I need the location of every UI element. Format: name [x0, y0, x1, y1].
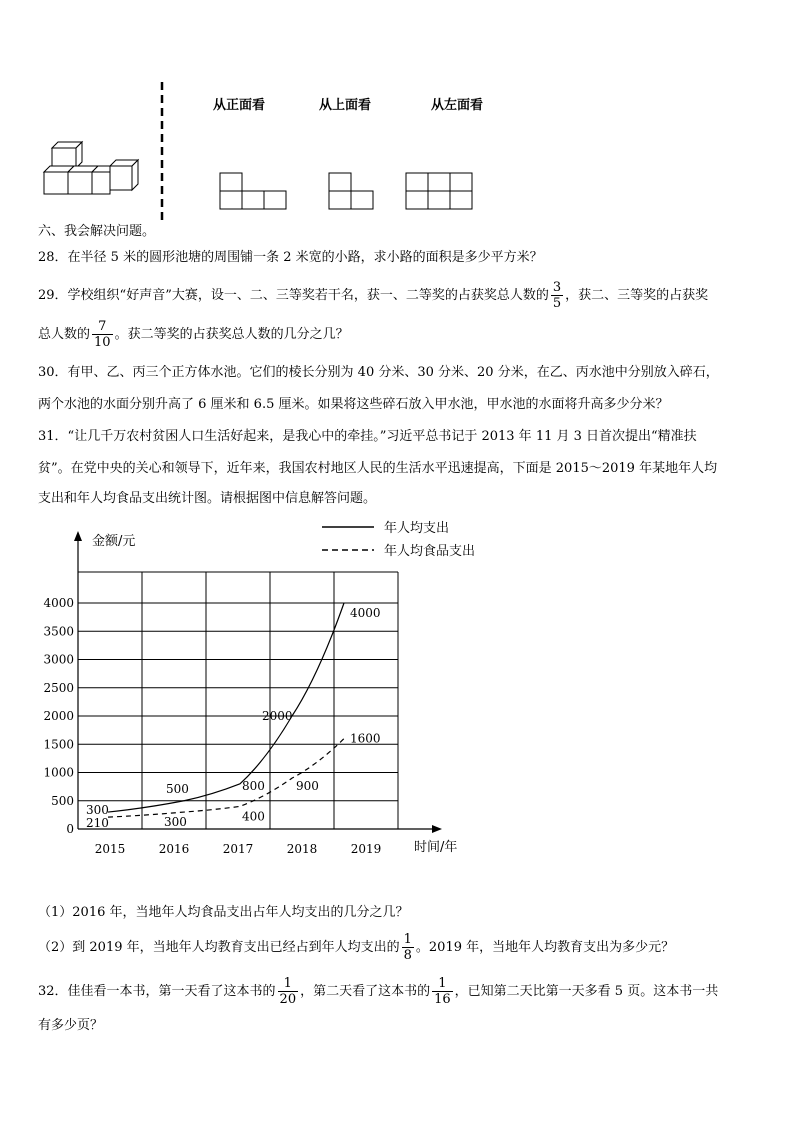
line-chart — [30, 515, 510, 865]
top-view-label: 从上面看 — [319, 98, 372, 113]
data-label-food: 900 — [296, 779, 319, 794]
y-tick-label: 1000 — [43, 765, 74, 780]
question-32-line1: 32．佳佳看一本书，第一天看了这本书的 $\frac{1}{20}$ ，第二天看了这本书的 $\frac{1}{16}$ ，已知第二天比第一天多看 5 页。这本书一共 — [38, 976, 719, 1007]
x-tick-label: 2015 — [94, 842, 126, 856]
left-view-label: 从左面看 — [431, 98, 484, 113]
data-label-total: 2000 — [262, 709, 293, 723]
y-tick-label: 2000 — [43, 709, 74, 723]
dashed-divider — [160, 82, 162, 222]
top-view-grid — [328, 172, 378, 216]
y-tick-label: 3000 — [43, 652, 74, 667]
fraction: $\frac{3}{5}$ — [552, 280, 562, 311]
data-label-food: 1600 — [350, 731, 381, 746]
y-axis-arrow — [74, 531, 82, 541]
data-label-total: 800 — [242, 778, 265, 793]
x-tick-label: 2019 — [350, 842, 382, 856]
series-line-food — [108, 739, 344, 818]
data-label-food: 300 — [164, 815, 187, 830]
question-28: 28．在半径 5 米的圆形池塘的周围铺一条 2 米宽的小路，求小路的面积是多少平方米？ — [38, 250, 543, 265]
question-31-sub2: （2）到 2019 年，当地年人均教育支出已经占到年人均支出的 $\frac{1}{8}$ 。2019 年，当地年人均教育支出为多少元？ — [38, 932, 675, 963]
question-32-line2: 有多少页？ — [38, 1018, 104, 1033]
section-title: 六、我会解决问题。 — [38, 224, 156, 239]
y-tick-label: 1500 — [43, 737, 74, 752]
legend-label-food: 年人均食品支出 — [384, 544, 476, 559]
question-31-line1: 31．“让几千万农村贫困人口生活好起来，是我心中的牵挂。”习近平总书记于 2013 年 11 月 3 日首次提出“精准扶 — [38, 429, 697, 444]
question-30-line1: 30．有甲、乙、丙三个正方体水池。它们的棱长分别为 40 分米、30 分米、20 分米，在乙、丙水池中分别放入碎石， — [38, 365, 719, 380]
data-label-food: 400 — [242, 809, 265, 824]
legend-label-total: 年人均支出 — [384, 521, 450, 536]
x-tick-label: 2018 — [286, 842, 318, 856]
question-31-line3: 支出和年人均食品支出统计图。请根据图中信息解答问题。 — [38, 491, 377, 506]
question-30-line2: 两个水池的水面分别升高了 6 厘米和 6.5 厘米。如果将这些碎石放入甲水池，甲水池的水面将升高多少分米？ — [38, 397, 669, 412]
y-tick-label: 0 — [66, 822, 74, 836]
data-label-total: 300 — [86, 803, 109, 818]
x-tick-label: 2017 — [222, 842, 254, 856]
cube-figure — [40, 138, 140, 198]
fraction: $\frac{1}{8}$ — [403, 932, 412, 963]
x-tick-label: 2016 — [158, 842, 190, 856]
question-31-line2: 贫”。在党中央的关心和领导下，近年来，我国农村地区人民的生活水平迅速提高，下面是 2015～2019 年某地年人均 — [38, 461, 718, 476]
y-axis-label: 金额/元 — [92, 534, 136, 549]
y-tick-label: 4000 — [43, 596, 74, 610]
data-label-total: 4000 — [350, 606, 381, 620]
question-29-line2: 总人数的 $\frac{7}{10}$ 。获二等奖的占获奖总人数的几分之几？ — [38, 319, 349, 350]
y-tick-label: 2500 — [43, 680, 74, 695]
question-31-sub1: （1）2016 年，当地年人均食品支出占年人均支出的几分之几？ — [38, 905, 409, 920]
front-view-label: 从正面看 — [213, 98, 266, 113]
data-label-food: 210 — [86, 816, 109, 831]
front-view-grid — [219, 172, 289, 216]
data-label-total: 500 — [166, 781, 189, 796]
question-29-line1: 29．学校组织“好声音”大赛，设一、二、三等奖若干名，获一、二等奖的占获奖总人数的 $\frac{3}{5}$ ，获二、三等奖的占获奖 — [38, 280, 709, 311]
fraction: $\frac{1}{16}$ — [434, 976, 451, 1007]
x-axis-arrow — [432, 825, 442, 833]
y-tick-label: 500 — [51, 793, 74, 808]
fraction: $\frac{7}{10}$ — [94, 319, 111, 350]
left-view-grid — [405, 172, 477, 216]
fraction: $\frac{1}{20}$ — [279, 976, 297, 1007]
x-axis-label: 时间/年 — [414, 840, 458, 855]
y-tick-label: 3500 — [43, 624, 74, 639]
